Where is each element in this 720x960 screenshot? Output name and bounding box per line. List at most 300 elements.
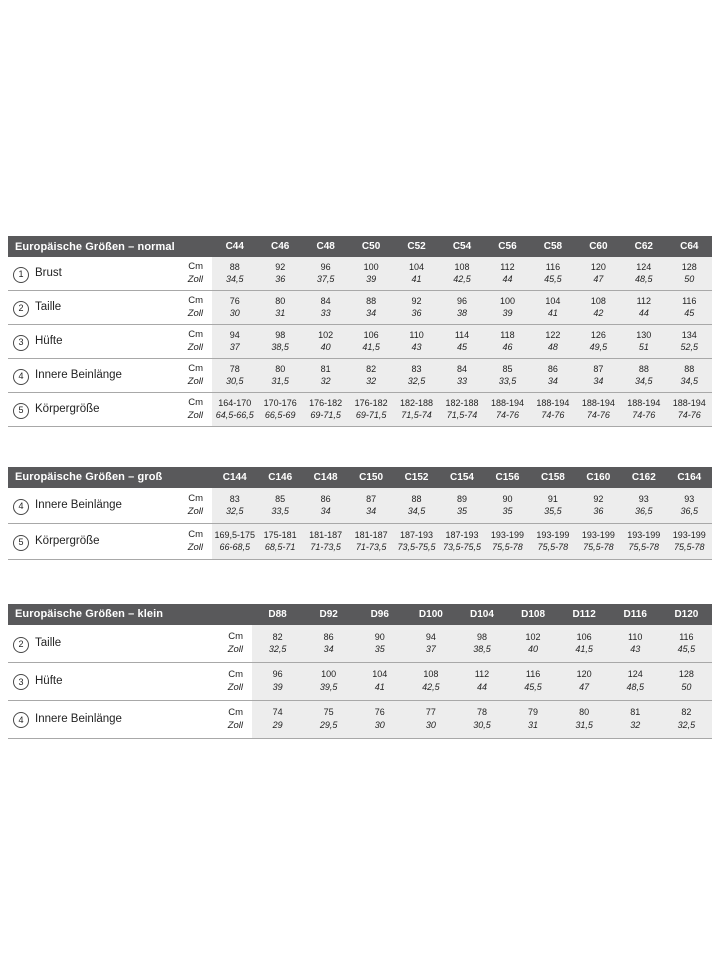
size-column-header-c164: C164 [667,467,712,488]
size-column-header-c58: C58 [530,236,575,257]
circled-number-icon: 5 [13,535,29,551]
zoll-value: 74-76 [541,410,565,421]
size-column-header-c152: C152 [394,467,439,488]
measurement-label: Innere Beinlänge [35,369,122,382]
unit-zoll-label: Zoll [187,410,204,422]
cm-value: 81 [630,707,641,718]
size-value-cell [576,523,621,559]
cm-value: 182-188 [400,397,434,408]
cm-value: 86 [320,493,331,504]
zoll-value: 74-76 [632,410,656,421]
size-value-cell [667,358,712,392]
unit-cm-label: Cm [188,362,204,374]
zoll-value: 32,5 [677,720,696,731]
cm-value: 84 [320,295,331,306]
size-column-header-c156: C156 [485,467,530,488]
cm-value: 188-194 [581,397,615,408]
size-value-cell [394,392,439,426]
size-value-cell [252,662,303,700]
zoll-value: 32 [630,720,641,731]
zoll-value: 31 [528,720,539,731]
cm-value: 78 [229,363,240,374]
zoll-value: 45,5 [524,682,542,693]
size-value-cell [439,523,484,559]
size-value-cell [667,257,712,290]
size-value-cell [576,358,621,392]
size-value-cell [348,257,393,290]
zoll-value: 30 [374,720,385,731]
zoll-value: 37,5 [316,274,335,285]
size-column-header-d108: D108 [508,604,559,625]
unit-labels [154,324,212,358]
measurement-row-brust [8,257,712,290]
zoll-value: 40 [320,342,331,353]
cm-value: 96 [320,261,331,272]
cm-value: 82 [272,631,283,642]
cm-value: 187-193 [400,529,434,540]
size-value-cell [257,392,302,426]
size-value-cell [394,488,439,523]
zoll-value: 41 [374,682,385,693]
cm-value: 122 [545,329,561,340]
unit-cm-label: Cm [188,492,203,504]
size-value-cell [257,523,302,559]
circled-number-icon: 5 [13,403,29,419]
circled-number-icon: 2 [13,301,29,317]
cm-value: 110 [409,329,424,340]
cm-value: 188-194 [536,397,570,408]
circled-number-icon: 3 [13,335,29,351]
zoll-value: 32,5 [268,644,287,655]
measurement-row-innere-beinl-nge [8,488,712,523]
size-value-cell [576,290,621,324]
zoll-value: 36 [411,308,422,319]
size-column-header-c64: C64 [667,236,712,257]
size-value-cell [530,324,575,358]
cm-value: 130 [636,329,652,340]
measurement-label: Taille [35,637,62,650]
unit-zoll-label: Zoll [227,682,244,694]
size-value-cell [621,523,666,559]
cm-value: 181-187 [309,529,343,540]
table-header-row [8,604,712,625]
size-table-klein [8,604,712,739]
size-value-cell [530,392,575,426]
zoll-value: 32,5 [407,376,426,387]
unit-zoll-label: Zoll [187,308,204,320]
size-value-cell [303,523,348,559]
size-column-header-c60: C60 [576,236,621,257]
size-value-cell [252,625,303,662]
row-number-cell [8,625,34,662]
zoll-value: 38 [457,308,468,319]
cm-value: 120 [576,669,592,680]
zoll-value: 34 [547,376,558,387]
zoll-value: 37 [229,342,240,353]
cm-value: 193-199 [490,529,524,540]
size-value-cell [348,358,393,392]
size-value-cell [212,488,257,523]
cm-value: 92 [593,493,604,504]
unit-labels [154,257,212,290]
size-value-cell [405,625,456,662]
size-value-cell [439,257,484,290]
zoll-value: 44 [638,308,649,319]
size-value-cell [212,523,257,559]
zoll-value: 47 [593,274,604,285]
size-value-cell [530,290,575,324]
size-column-header-c154: C154 [439,467,484,488]
cm-value: 128 [681,261,697,272]
unit-cm-label: Cm [188,294,204,306]
cm-value: 193-199 [627,529,661,540]
zoll-value: 30,5 [225,376,244,387]
unit-zoll-label: Zoll [227,720,244,732]
size-value-cell [303,392,348,426]
size-column-header-c144: C144 [212,467,257,488]
zoll-value: 35 [456,506,467,517]
zoll-value: 75,5-78 [537,542,569,553]
circled-number-icon: 1 [13,267,29,283]
unit-cm-label: Cm [228,706,244,718]
unit-zoll-label: Zoll [227,644,244,656]
size-value-cell [530,523,575,559]
size-column-header-d96: D96 [354,604,405,625]
cm-value: 112 [500,261,515,272]
cm-value: 187-193 [445,529,479,540]
cm-value: 102 [318,329,334,340]
measurement-row-taille [8,625,712,662]
cm-value: 88 [684,363,695,374]
size-value-cell [348,290,393,324]
cm-value: 116 [682,295,697,306]
size-value-cell [559,662,610,700]
row-number-cell [8,662,34,700]
size-value-cell [303,625,354,662]
measurement-label: Taille [35,301,62,314]
row-number-cell [8,523,34,559]
size-value-cell [439,290,484,324]
size-value-cell [212,392,257,426]
size-value-cell [303,662,354,700]
cm-value: 83 [411,363,422,374]
size-column-header-c158: C158 [530,467,575,488]
size-value-cell [610,625,661,662]
zoll-value: 31,5 [271,376,289,387]
unit-cm-label: Cm [188,528,203,540]
zoll-value: 29,5 [319,720,338,731]
zoll-value: 41,5 [362,342,380,353]
row-number-cell [8,290,34,324]
zoll-value: 44 [502,274,513,285]
zoll-value: 32,5 [225,506,244,517]
size-value-cell [303,358,348,392]
cm-value: 75 [323,707,334,718]
circled-number-icon: 4 [13,712,29,728]
zoll-value: 34 [320,506,331,517]
zoll-value: 74-76 [586,410,610,421]
unit-cm-label: Cm [188,328,204,340]
size-value-cell [212,257,257,290]
cm-value: 82 [681,707,692,718]
cm-value: 88 [229,261,240,272]
cm-value: 102 [525,631,541,642]
cm-value: 90 [502,493,513,504]
measurement-label: Innere Beinlänge [35,499,122,512]
size-value-cell [661,625,712,662]
zoll-value: 39 [366,274,377,285]
unit-cm-label: Cm [188,261,204,272]
cm-value: 84 [457,363,468,374]
zoll-value: 71,5-74 [401,410,432,421]
size-value-cell [348,324,393,358]
circled-number-icon: 4 [13,369,29,385]
zoll-value: 41,5 [575,644,593,655]
size-value-cell [621,488,666,523]
zoll-value: 42,5 [453,274,471,285]
zoll-value: 69-71,5 [355,410,387,421]
cm-value: 80 [275,295,286,306]
size-table-section-klein [8,604,712,739]
unit-zoll-label: Zoll [187,376,204,388]
size-table-gross [8,467,712,560]
cm-value: 114 [454,329,470,340]
zoll-value: 35 [502,506,513,517]
circled-number-icon: 4 [13,499,29,515]
circled-number-icon: 3 [13,674,29,690]
cm-value: 116 [679,631,694,642]
size-value-cell [348,488,393,523]
size-value-cell [485,358,530,392]
size-value-cell [348,523,393,559]
measurement-label: Körpergröße [35,403,100,416]
zoll-value: 73,5-75,5 [442,542,481,553]
size-value-cell [257,257,302,290]
cm-value: 88 [638,363,649,374]
zoll-value: 38,5 [473,644,491,655]
cm-value: 98 [275,329,286,340]
cm-value: 169,5-175 [214,529,255,540]
size-table-section-normal [8,236,712,427]
zoll-value: 71,5-74 [446,410,478,421]
zoll-value: 43 [411,342,422,353]
cm-value: 78 [476,707,487,718]
measurement-row-h-fte [8,324,712,358]
size-column-header-c50: C50 [348,236,393,257]
cm-value: 87 [366,493,377,504]
size-value-cell [485,290,530,324]
cm-value: 181-187 [354,529,388,540]
zoll-value: 42 [593,308,604,319]
size-value-cell [621,257,666,290]
size-value-cell [667,523,712,559]
cm-value: 106 [363,329,379,340]
zoll-value: 40 [528,644,539,655]
zoll-value: 32 [320,376,331,387]
cm-value: 134 [681,329,697,340]
cm-value: 76 [229,295,240,306]
zoll-value: 68,5-71 [264,542,296,553]
zoll-value: 74-76 [677,410,701,421]
measurement-row-k-rpergr-e [8,523,712,559]
cm-value: 104 [372,669,388,680]
size-column-header-c54: C54 [439,236,484,257]
measurement-row-innere-beinl-nge [8,358,712,392]
size-value-cell [456,662,507,700]
size-value-cell [530,358,575,392]
unit-cm-label: Cm [188,396,204,408]
table-title-gross: Europäische Größen – groß [8,467,212,488]
zoll-value: 34 [593,376,604,387]
zoll-value: 39 [502,308,513,319]
measurement-label: Körpergröße [35,535,100,548]
size-value-cell [485,257,530,290]
zoll-value: 37 [425,644,436,655]
cm-value: 128 [678,669,694,680]
unit-cm-label: Cm [228,668,244,680]
zoll-value: 73,5-75,5 [397,542,436,553]
cm-value: 110 [628,631,643,642]
zoll-value: 30,5 [473,720,491,731]
size-column-header-c52: C52 [394,236,439,257]
zoll-value: 31,5 [575,720,593,731]
cm-value: 108 [423,669,439,680]
cm-value: 170-176 [263,397,297,408]
zoll-value: 39,5 [319,682,338,693]
zoll-value: 51 [638,342,649,353]
cm-value: 108 [590,295,606,306]
size-value-cell [303,257,348,290]
size-column-header-d92: D92 [303,604,354,625]
cm-value: 182-188 [445,397,479,408]
cm-value: 82 [366,363,377,374]
zoll-value: 33,5 [271,506,289,517]
zoll-value: 75,5-78 [583,542,614,553]
size-column-header-d100: D100 [405,604,456,625]
size-column-header-c48: C48 [303,236,348,257]
cm-value: 193-199 [536,529,570,540]
size-value-cell [508,625,559,662]
size-value-cell [354,625,405,662]
zoll-value: 34,5 [225,274,244,285]
size-column-header-c46: C46 [257,236,302,257]
cm-value: 118 [500,329,515,340]
size-value-cell [212,358,257,392]
size-value-cell [667,324,712,358]
size-value-cell [257,324,302,358]
size-value-cell [212,290,257,324]
zoll-value: 34 [323,644,334,655]
zoll-value: 41 [547,308,558,319]
measurement-label: Brust [35,267,62,280]
cm-value: 104 [545,295,561,306]
cm-value: 80 [579,707,590,718]
cm-value: 94 [229,329,240,340]
size-value-cell [621,392,666,426]
cm-value: 81 [320,363,331,374]
unit-labels [154,392,212,426]
zoll-value: 33 [457,376,468,387]
size-value-cell [559,700,610,738]
size-value-cell [252,700,303,738]
zoll-value: 71-73,5 [310,542,341,553]
cm-value: 89 [456,493,467,504]
table-header-row [8,467,712,488]
size-value-cell [530,488,575,523]
measurement-row-taille [8,290,712,324]
zoll-value: 45 [457,342,468,353]
cm-value: 108 [454,261,470,272]
cm-value: 74 [272,707,283,718]
cm-value: 96 [272,669,283,680]
cm-value: 124 [636,261,652,272]
zoll-value: 34,5 [635,376,653,387]
cm-value: 88 [366,295,377,306]
unit-labels [166,625,252,662]
cm-value: 91 [547,493,558,504]
size-value-cell [661,700,712,738]
unit-labels [166,662,252,700]
size-value-cell [530,257,575,290]
unit-labels [154,488,212,523]
cm-value: 79 [528,707,539,718]
size-value-cell [610,700,661,738]
zoll-value: 66,5-69 [264,410,296,421]
size-value-cell [439,488,484,523]
cm-value: 83 [229,493,240,504]
size-value-cell [354,662,405,700]
size-column-header-c150: C150 [348,467,393,488]
cm-value: 126 [590,329,606,340]
cm-value: 77 [425,707,436,718]
size-value-cell [576,257,621,290]
zoll-value: 49,5 [589,342,608,353]
size-value-cell [508,700,559,738]
cm-value: 96 [457,295,468,306]
cm-value: 100 [363,261,379,272]
cm-value: 112 [636,295,651,306]
cm-value: 116 [525,669,541,680]
zoll-value: 31 [275,308,286,319]
measurement-row-h-fte [8,662,712,700]
zoll-value: 47 [579,682,590,693]
size-value-cell [394,324,439,358]
size-value-cell [485,392,530,426]
zoll-value: 34 [366,308,377,319]
measurement-label: Hüfte [35,675,63,688]
zoll-value: 36 [593,506,604,517]
zoll-value: 71-73,5 [355,542,387,553]
size-value-cell [394,358,439,392]
row-number-cell [8,488,34,523]
zoll-value: 75,5-78 [674,542,705,553]
size-value-cell [621,324,666,358]
cm-value: 85 [502,363,513,374]
size-column-header-c162: C162 [621,467,666,488]
measurement-row-innere-beinl-nge [8,700,712,738]
zoll-value: 33,5 [498,376,517,387]
size-value-cell [667,290,712,324]
cm-value: 175-181 [263,529,297,540]
unit-zoll-label: Zoll [187,542,203,554]
zoll-value: 43 [630,644,641,655]
cm-value: 116 [545,261,561,272]
table-header-row [8,236,712,257]
zoll-value: 50 [684,274,695,285]
zoll-value: 75,5-78 [492,542,523,553]
zoll-value: 32 [366,376,377,387]
size-value-cell [485,523,530,559]
